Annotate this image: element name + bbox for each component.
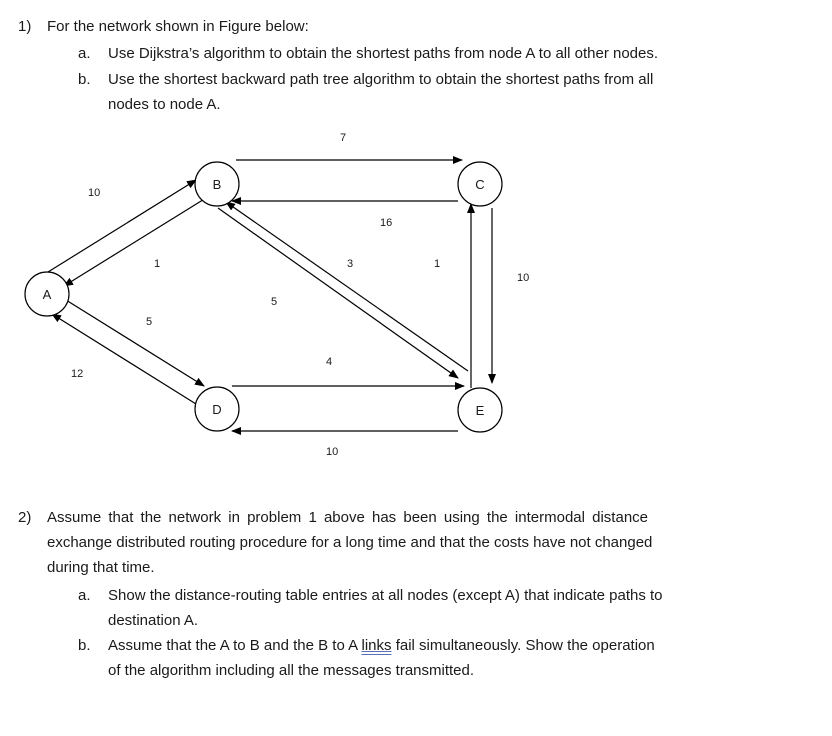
node-d-label: D <box>212 402 222 417</box>
problem-1-intro: For the network shown in Figure below: <box>47 18 309 35</box>
node-c-label: C <box>475 177 485 192</box>
node-e-label: E <box>475 403 485 418</box>
cost-label-b-to-e: 5 <box>271 296 278 308</box>
node-c <box>458 162 502 206</box>
problem-2b-text-line1 <box>108 637 655 654</box>
problem-2-intro-line2: exchange distributed routing procedure for a long time and that the costs have not changed <box>47 534 653 551</box>
problem-2b-text-line2: of the algorithm including all the messages transmitted. <box>108 662 475 679</box>
node-b-label: B <box>212 177 222 192</box>
problem-2b-text-before: Assume that the A to B and the B to A <box>108 637 362 654</box>
cost-label-e-to-c: 1 <box>434 258 441 270</box>
problem-1b-text-line2: nodes to node A. <box>108 96 221 113</box>
cost-label-a-to-b: 10 <box>88 187 101 199</box>
cost-label-b-to-a: 1 <box>154 258 161 270</box>
problem-1-number: 1) <box>18 18 32 35</box>
problem-1b-text-line1: Use the shortest backward path tree algorithm to obtain the shortest paths from all <box>108 71 654 88</box>
problem-2b-label: b. <box>78 637 91 654</box>
problem-2b-text-after: fail simultaneously. Show the operation <box>391 637 655 654</box>
problem-2-intro-line3: during that time. <box>47 559 155 576</box>
cost-label-a-to-d: 5 <box>146 316 153 328</box>
problem-2-intro-line1: Assume that the network in problem 1 above has been using the intermodal distance <box>47 509 649 526</box>
problem-2a-label: a. <box>78 587 91 604</box>
cost-label-e-to-b: 3 <box>347 258 354 270</box>
edge-b-to-a <box>64 198 206 286</box>
edge-b-to-e <box>218 208 458 378</box>
cost-label-c-to-b: 16 <box>380 217 393 229</box>
problem-1b-label: b. <box>78 71 91 88</box>
edge-e-to-b <box>226 202 468 371</box>
node-b <box>195 162 239 206</box>
problem-2a-text-line1: Show the distance-routing table entries at all nodes (except A) that indicate paths to <box>108 587 663 604</box>
node-a-label: A <box>42 287 52 302</box>
node-e <box>458 388 502 432</box>
problem-1a-text: Use Dijkstra’s algorithm to obtain the shortest paths from node A to all other nodes. <box>108 45 659 62</box>
cost-label-c-to-e: 10 <box>517 272 530 284</box>
edge-a-to-b <box>48 180 196 272</box>
cost-label-b-to-c: 7 <box>340 132 347 144</box>
problem-2-number: 2) <box>18 509 32 526</box>
cost-label-d-to-e: 4 <box>326 356 333 368</box>
edge-a-to-d <box>66 300 204 386</box>
problem-1a-label: a. <box>78 45 91 62</box>
edge-d-to-a <box>52 314 196 404</box>
node-d <box>195 387 239 431</box>
links-word: links <box>361 637 392 654</box>
node-a <box>25 272 69 316</box>
cost-label-d-to-a: 12 <box>71 368 84 380</box>
problem-2a-text-line2: destination A. <box>108 612 199 629</box>
cost-label-e-to-d: 10 <box>326 446 339 458</box>
